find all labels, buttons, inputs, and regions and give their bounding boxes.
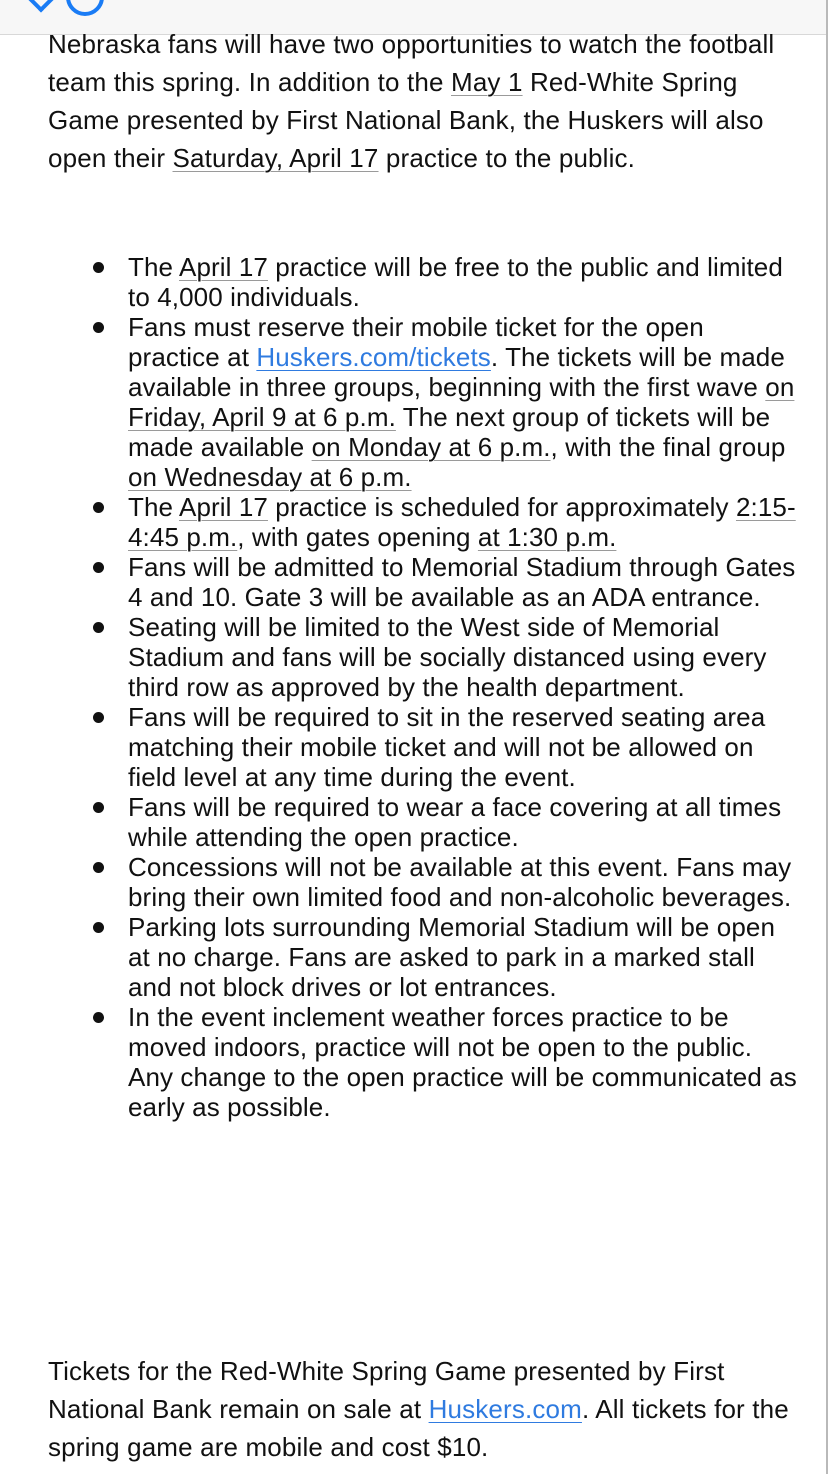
bullet-dot-icon (93, 262, 104, 273)
outro-paragraph: Tickets for the Red-White Spring Game presented by First National Bank remain on sale at Huskers.com. All tickets for the spring game are mobile and cost $10. (48, 1356, 789, 1462)
list-item: In the event inclement weather forces practice to be moved indoors, practice will not be open to the public. Any change to the open practice will be communicated as early as possible. (0, 1002, 800, 1122)
list-item: Concessions will not be available at this event. Fans may bring their own limited food and non-alcoholic beverages. (0, 852, 800, 912)
list-item: The April 17 practice will be free to the public and limited to 4,000 individuals. (0, 252, 800, 312)
list-item: Seating will be limited to the West side of Memorial Stadium and fans will be socially distanced using every third row as approved by the health department. (0, 612, 800, 702)
browser-top-bar (0, 0, 828, 35)
time-practice[interactable]: 2:15-4:45 p.m. (128, 492, 796, 552)
article-content (0, 34, 828, 1472)
bullet-dot-icon (93, 622, 104, 633)
date-wednesday[interactable]: on Wednesday at 6 p.m. (128, 462, 412, 492)
bullet-dot-icon (93, 502, 104, 513)
date-monday[interactable]: on Monday at 6 p.m. (311, 432, 551, 462)
huskers-com-link[interactable]: Huskers.com (428, 1394, 582, 1424)
date-saturday-april-17[interactable]: Saturday, April 17 (172, 143, 379, 173)
date-april-17[interactable]: April 17 (179, 252, 268, 282)
list-item: Fans will be required to wear a face covering at all times while attending the open practice. (0, 792, 800, 852)
bullet-dot-icon (93, 862, 104, 873)
list-item: Parking lots surrounding Memorial Stadium will be open at no charge. Fans are asked to park in a marked stall and not block drives or lot entrances. (0, 912, 800, 1002)
bullet-dot-icon (93, 802, 104, 813)
list-item: Fans must reserve their mobile ticket for the open practice at Huskers.com/tickets. The tickets will be made available in three groups, beginning with the first wave on Friday, April 9 at 6 p.m. The next group of tickets will be made available on Monday at 6 p.m., with the final group on Wednesday at 6 p.m. (0, 312, 800, 492)
info-bullet-list (0, 252, 800, 1122)
bullet-dot-icon (93, 562, 104, 573)
refresh-icon[interactable] (66, 0, 104, 16)
time-gates[interactable]: at 1:30 p.m. (477, 522, 617, 552)
bullet-dot-icon (93, 322, 104, 333)
list-item: Fans will be admitted to Memorial Stadium through Gates 4 and 10. Gate 3 will be available as an ADA entrance. (0, 552, 800, 612)
list-item: Fans will be required to sit in the reserved seating area matching their mobile ticket and will not be allowed on field level at any time during the event. (0, 702, 800, 792)
back-chevron-icon[interactable] (25, 0, 56, 13)
intro-paragraph: Nebraska fans will have two opportunities to watch the football team this spring. In addition to the May 1 Red-White Spring Game presented by First National Bank, the Huskers will also open their Saturday, April 17 practice to the public. (48, 34, 775, 173)
huskers-tickets-link[interactable]: Huskers.com/tickets (256, 342, 491, 372)
date-may-1[interactable]: May 1 (451, 67, 523, 97)
bullet-dot-icon (93, 922, 104, 933)
bullet-dot-icon (93, 1012, 104, 1023)
date-april-17[interactable]: April 17 (179, 492, 268, 522)
bullet-dot-icon (93, 712, 104, 723)
list-item: The April 17 practice is scheduled for approximately 2:15-4:45 p.m., with gates opening at 1:30 p.m. (0, 492, 800, 552)
date-friday-april-9[interactable]: on Friday, April 9 at 6 p.m. (128, 372, 795, 432)
